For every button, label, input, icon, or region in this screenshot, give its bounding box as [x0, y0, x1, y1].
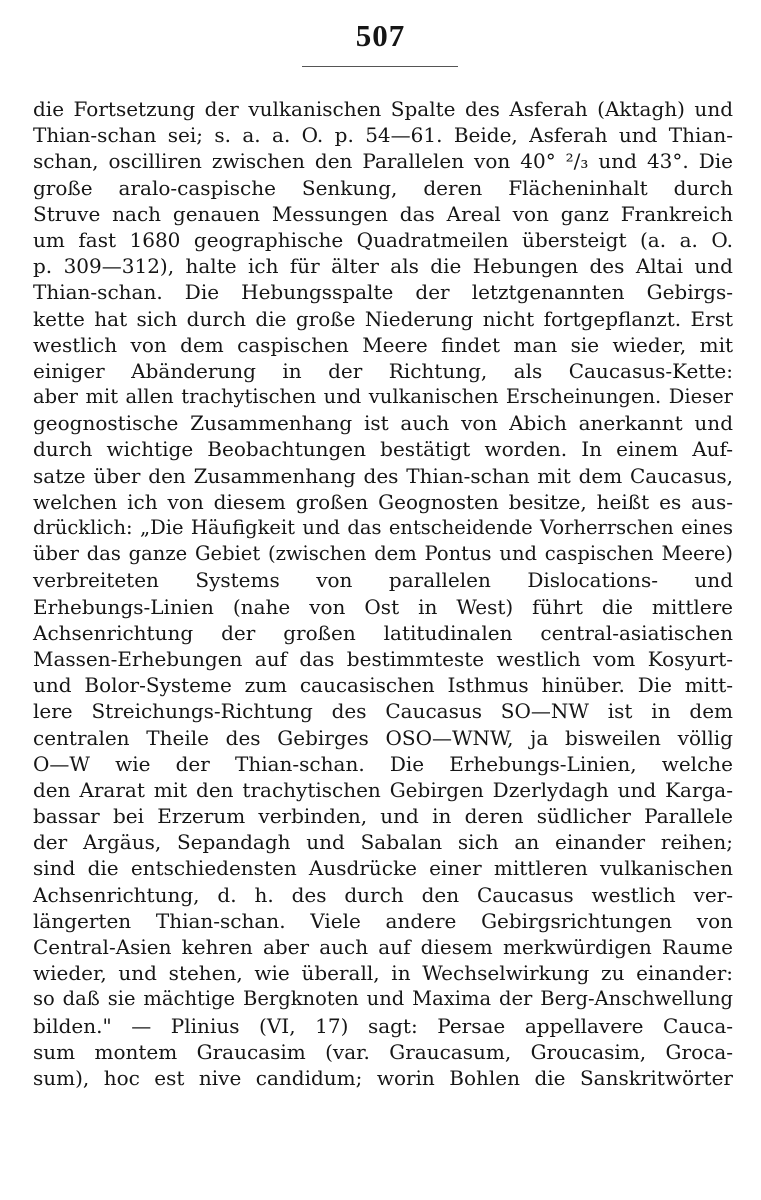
text-line: verbreiteten Systems von parallelen Dislocations- und [33, 568, 733, 593]
text-line: die Fortsetzung der vulkanischen Spalte des Asferah (Aktagh) und [33, 97, 733, 121]
text-line: Thian-schan sei; s. a. a. O. p. 54—61. Beide, Asferah und Thian- [33, 123, 733, 148]
text-line: Thian-schan. Die Hebungsspalte der letztgenannten Gebirgs- [33, 280, 733, 305]
text-line: wieder, und stehen, wie überall, in Wechselwirkung zu einander: [33, 961, 733, 986]
text-line: einiger Abänderung in der Richtung, als Caucasus-Kette: [33, 358, 733, 383]
text-line: Erhebungs-Linien (nahe von Ost in West) führt die mittlere [33, 594, 733, 619]
text-line: große aralo-caspische Senkung, deren Flächeninhalt durch [33, 175, 733, 200]
text-line: Central-Asien kehren aber auch auf diesem merkwürdigen Raume [33, 935, 733, 959]
text-line: längerten Thian-schan. Viele andere Gebirgsrichtungen von [33, 908, 733, 933]
text-line: geognostische Zusammenhang ist auch von Abich anerkannt und [33, 411, 733, 436]
text-line: über das ganze Gebiet (zwischen dem Pontus und caspischen Meere) [33, 542, 733, 566]
text-line: Struve nach genauen Messungen das Areal von ganz Frankreich [33, 201, 733, 226]
text-line: bassar bei Erzerum verbinden, und in deren südlicher Parallele [33, 804, 733, 829]
text-line: durch wichtige Beobachtungen bestätigt worden. In einem Auf- [33, 437, 733, 462]
page-number: 507 [355, 18, 406, 53]
text-line: westlich von dem caspischen Meere findet man sie wieder, mit [33, 332, 733, 357]
text-line: sum montem Graucasim (var. Graucasum, Groucasim, Groca- [33, 1039, 733, 1064]
text-line: O—W wie der Thian-schan. Die Erhebungs-Linien, welche [33, 751, 733, 776]
text-line: aber mit allen trachytischen und vulkanischen Erscheinungen. Dieser [33, 385, 733, 409]
text-line: Massen-Erhebungen auf das bestimmteste westlich vom Kosyurt- [33, 646, 733, 671]
text-line: schan, oscilliren zwischen den Parallelen von 40° ²/₃ und 43°. Die [33, 149, 733, 174]
text-line: den Ararat mit den trachytischen Gebirgen Dzerlydagh und Karga- [33, 777, 733, 802]
body-text [33, 96, 733, 1091]
text-line: welchen ich von diesem großen Geognosten besitze, heißt es aus- [33, 489, 733, 514]
text-line: satze über den Zusammenhang des Thian-schan mit dem Caucasus, [33, 463, 733, 488]
header-rule [302, 66, 458, 67]
text-line: der Argäus, Sepandagh und Sabalan sich an einander reihen; [33, 830, 733, 855]
text-line: kette hat sich durch die große Niederung nicht fortgepflanzt. Erst [33, 306, 733, 331]
text-line: sum), hoc est nive candidum; worin Bohlen die Sanskritwörter [33, 1065, 733, 1090]
text-line: so daß sie mächtige Bergknoten und Maxima der Berg-Anschwellung [33, 987, 733, 1011]
text-line: und Bolor-Systeme zum caucasischen Isthmus hinüber. Die mitt- [33, 673, 733, 698]
text-line: lere Streichungs-Richtung des Caucasus SO—NW ist in dem [33, 699, 733, 724]
text-line: p. 309—312), halte ich für älter als die Hebungen des Altai und [33, 254, 733, 279]
text-line: Achsenrichtung der großen latitudinalen central-asiatischen [33, 620, 733, 645]
text-line: Achsenrichtung, d. h. des durch den Caucasus westlich ver- [33, 882, 733, 907]
text-line: bilden." — Plinius (VI, 17) sagt: Persae appellavere Cauca- [33, 1013, 733, 1038]
text-line: centralen Theile des Gebirges OSO—WNW, ja bisweilen völlig [33, 725, 733, 750]
text-line: drücklich: „Die Häufigkeit und das entscheidende Vorherrschen eines [33, 516, 733, 539]
text-line: um fast 1680 geographische Quadratmeilen übersteigt (a. a. O. [33, 227, 733, 252]
text-line: sind die entschiedensten Ausdrücke einer mittleren vulkanischen [33, 856, 733, 881]
